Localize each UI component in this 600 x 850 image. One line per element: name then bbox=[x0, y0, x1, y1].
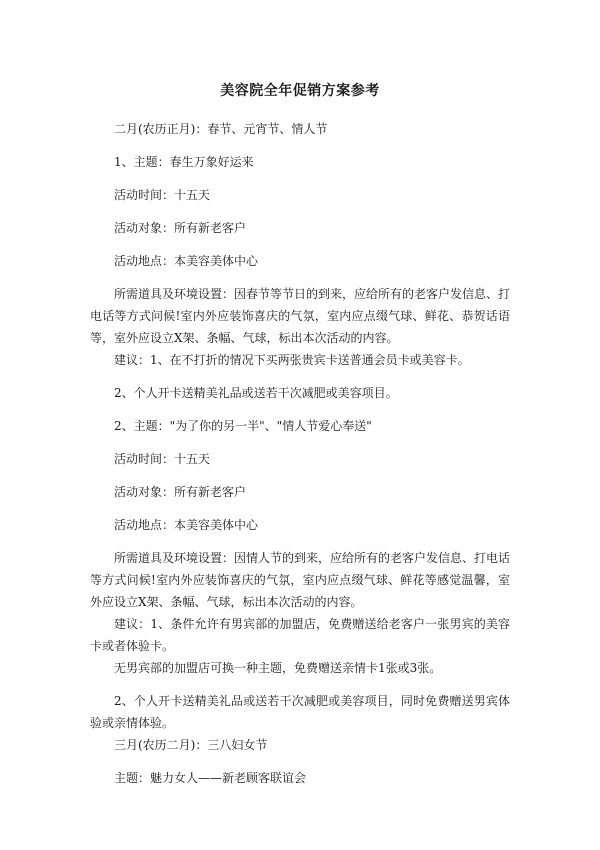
activity-time: 活动时间：十五天 bbox=[114, 452, 211, 466]
props-setup-paragraph: 所需道具及环境设置：因情人节的到来，应给所有的老客户发信息、打电话等方式问候!室内外应装饰喜庆的气氛，室内应点缀气球、鲜花等感觉温馨，室外应设立X架、条幅、气球，标出本次活动的内容。 bbox=[90, 551, 511, 609]
activity-time: 活动时间：十五天 bbox=[114, 188, 211, 202]
theme-2: 2、主题："为了你的另一半"、"情人节爱心奉送" bbox=[114, 419, 372, 433]
activity-location: 活动地点：本美容美体中心 bbox=[114, 254, 259, 268]
theme-march: 主题：魅力女人——新老顾客联谊会 bbox=[114, 771, 307, 785]
activity-target: 活动对象：所有新老客户 bbox=[114, 221, 247, 235]
activity-location: 活动地点：本美容美体中心 bbox=[114, 518, 259, 532]
suggestion-2: 2、个人开卡送精美礼品或送若干次减肥或美容项目，同时免费赠送男宾体验或亲情体验。 bbox=[90, 694, 510, 730]
suggestion-1: 建议：1、在不打折的情况下买两张贵宾卡送普通会员卡或美容卡。 bbox=[114, 353, 470, 367]
suggestion-1: 建议：1、条件允许有男宾部的加盟店，免费赠送给老客户一张男宾的美容卡或者体验卡。 bbox=[90, 617, 510, 653]
section-heading-february: 二月(农历正月)：春节、元宵节、情人节 bbox=[114, 122, 328, 136]
suggestion-2: 2、个人开卡送精美礼品或送若干次减肥或美容项目。 bbox=[114, 386, 398, 400]
section-heading-march: 三月(农历二月)：三八妇女节 bbox=[114, 738, 268, 752]
document-title: 美容院全年促销方案参考 bbox=[220, 83, 380, 99]
props-setup-paragraph: 所需道具及环境设置：因春节等节日的到来，应给所有的老客户发信息、打电话等方式问候!室内外应装饰喜庆的气氛，室内应点缀气球、鲜花、恭贺话语等，室外应设立X架、条幅、气球，标出本次活动的内容。 bbox=[90, 287, 511, 345]
theme-1: 1、主题：春生万象好运来 bbox=[114, 155, 254, 169]
activity-target: 活动对象：所有新老客户 bbox=[114, 485, 247, 499]
suggestion-alt: 无男宾部的加盟店可换一种主题，免费赠送亲情卡1张或3张。 bbox=[114, 661, 442, 675]
